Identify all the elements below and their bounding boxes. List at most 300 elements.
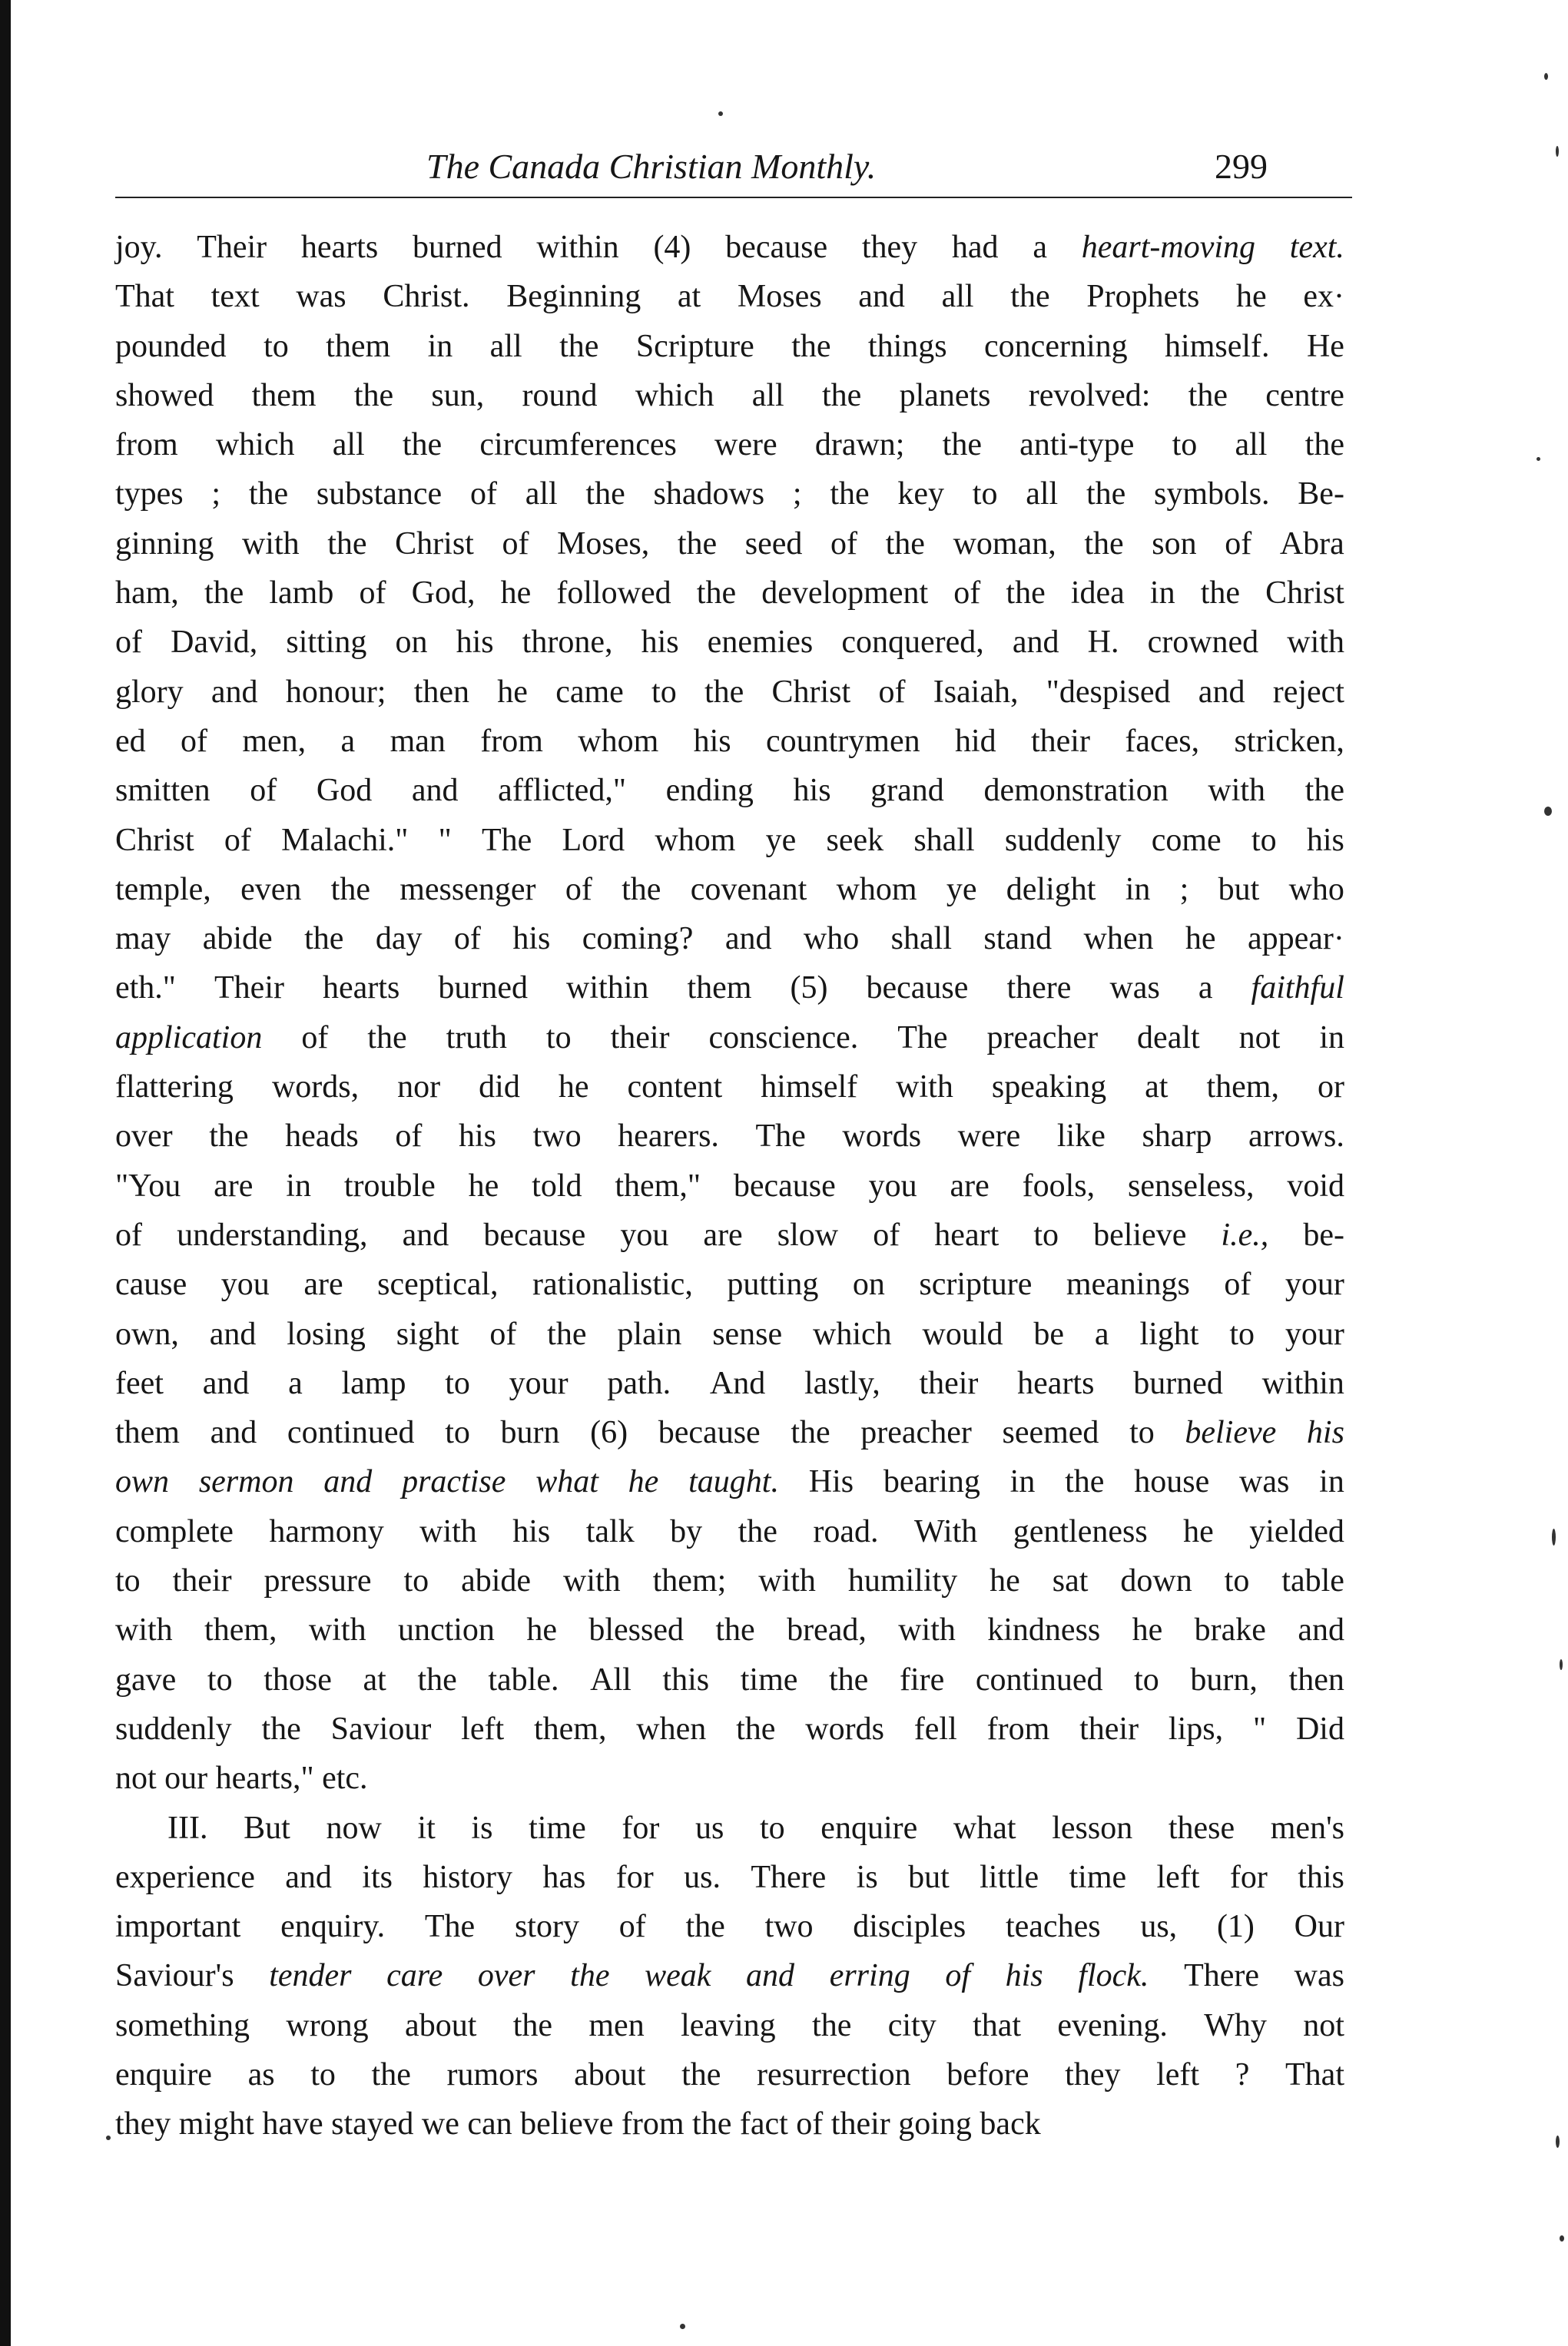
word: you — [868, 1168, 917, 1204]
word: his — [512, 1513, 551, 1549]
word: of — [502, 525, 529, 562]
word: seemed — [1002, 1415, 1099, 1451]
word: resurrection — [757, 2056, 911, 2093]
word: lips, — [1168, 1711, 1224, 1747]
word: his — [793, 773, 831, 809]
word: content — [627, 1069, 723, 1105]
word: eth." — [115, 970, 176, 1006]
word: men's — [1270, 1810, 1344, 1846]
word: the — [512, 2007, 553, 2043]
word: the — [738, 1513, 777, 1549]
word: countrymen — [765, 723, 920, 759]
word: the — [791, 1415, 830, 1451]
text-line — [115, 1853, 1344, 1902]
word: hearers. — [618, 1118, 719, 1155]
word: feet — [115, 1365, 164, 1401]
word: all — [941, 279, 974, 315]
word: cause — [115, 1267, 187, 1303]
word: " — [438, 822, 452, 858]
word: the — [942, 427, 982, 463]
word: in — [427, 328, 453, 364]
word: were — [957, 1118, 1021, 1155]
word: his — [512, 921, 551, 957]
word: the — [547, 1316, 587, 1352]
word: table — [1281, 1563, 1344, 1599]
word: then — [1288, 1662, 1344, 1698]
word: nor — [397, 1069, 441, 1105]
italic-word: what — [535, 1464, 598, 1500]
word: us. — [684, 1859, 721, 1895]
word: That — [115, 279, 174, 315]
word: told — [532, 1168, 582, 1204]
word: heads — [285, 1118, 359, 1155]
word: there — [1006, 970, 1072, 1006]
word: burned — [412, 230, 502, 265]
italic-word: tender — [269, 1958, 352, 1994]
word: like — [1056, 1118, 1106, 1155]
word: preacher — [986, 1019, 1099, 1055]
word: drawn; — [814, 427, 905, 463]
word: from — [115, 427, 178, 463]
word: all — [751, 377, 784, 413]
word: stand — [983, 921, 1053, 957]
text-line — [115, 469, 1344, 519]
word: sight — [396, 1316, 459, 1352]
word: with — [1287, 625, 1344, 661]
word: temple, — [115, 871, 211, 907]
word: and — [858, 279, 905, 315]
word: Christ — [115, 822, 194, 858]
body-text — [115, 223, 1344, 2149]
word: the — [885, 525, 925, 562]
word: smitten — [115, 773, 211, 809]
word: which — [215, 427, 295, 463]
word: all — [525, 476, 558, 512]
word: The — [481, 822, 532, 858]
scan-speck — [1556, 146, 1559, 157]
word: to — [115, 1563, 141, 1599]
word: who — [1288, 871, 1344, 907]
text-line — [115, 371, 1344, 420]
text-line — [115, 1062, 1344, 1112]
word: left — [1156, 1859, 1200, 1895]
text-line — [115, 519, 1344, 568]
word: senseless, — [1127, 1168, 1255, 1204]
word: reject — [1272, 674, 1344, 710]
word: seed — [744, 525, 803, 562]
word: which — [635, 377, 714, 413]
text-run: not our hearts," etc. — [115, 1761, 368, 1797]
word: key — [897, 476, 945, 512]
text-line — [115, 1310, 1344, 1359]
word: his — [1306, 822, 1344, 858]
word: he — [497, 674, 528, 710]
word: all — [1026, 476, 1059, 512]
word: at — [363, 1662, 386, 1698]
italic-word: and — [323, 1464, 373, 1500]
word: Saviour — [330, 1711, 432, 1747]
word: unction — [397, 1612, 495, 1648]
word: afflicted," — [498, 773, 626, 809]
scan-speck — [1544, 73, 1548, 80]
word: experience — [115, 1859, 255, 1895]
word: of — [115, 625, 142, 661]
word: gentleness — [1013, 1513, 1148, 1549]
word: ; — [1179, 871, 1189, 907]
text-line — [115, 1951, 1344, 2000]
text-line — [115, 223, 1344, 272]
word: evening. — [1057, 2007, 1168, 2043]
word: and — [724, 921, 772, 957]
word: the — [353, 377, 394, 413]
italic-word: care — [386, 1958, 443, 1994]
text-line — [115, 618, 1344, 667]
word: ham, — [115, 575, 179, 611]
text-line — [115, 1507, 1344, 1556]
word: is — [471, 1810, 493, 1846]
italic-word: erring — [829, 1958, 910, 1994]
word: are — [214, 1168, 254, 1204]
word: them — [687, 970, 752, 1006]
word: time — [1069, 1859, 1127, 1895]
word: of — [181, 723, 208, 759]
italic-word: taught. — [688, 1464, 779, 1500]
word: There — [751, 1859, 827, 1895]
word: kindness — [987, 1612, 1101, 1648]
word: shall — [890, 921, 952, 957]
word: are — [703, 1217, 743, 1253]
word: then — [413, 674, 470, 710]
word: (1) — [1216, 1909, 1255, 1945]
journal-title: The Canada Christian Monthly. — [426, 147, 877, 186]
word: throne, — [522, 625, 613, 661]
italic-word: sermon — [198, 1464, 294, 1500]
word: bread, — [787, 1612, 867, 1648]
word: the — [327, 525, 367, 562]
word: The — [897, 1019, 948, 1055]
word: rumors — [446, 2056, 539, 2093]
word: on — [395, 625, 428, 661]
word: over — [115, 1118, 173, 1155]
word: has — [542, 1859, 586, 1895]
word: a — [1198, 970, 1213, 1006]
text-line — [115, 272, 1344, 321]
word: these — [1168, 1810, 1235, 1846]
word: (5) — [790, 970, 828, 1006]
word: trouble — [343, 1168, 436, 1204]
word: about — [405, 2007, 477, 2043]
word: followed — [556, 575, 671, 611]
word: two — [532, 1118, 582, 1155]
word: III. — [167, 1810, 208, 1846]
text-line — [115, 322, 1344, 371]
word: ? — [1235, 2056, 1250, 2093]
word: sense — [712, 1316, 783, 1352]
word: wrong — [286, 2007, 369, 2043]
word: with — [562, 1563, 621, 1599]
word: his — [693, 723, 731, 759]
word: was — [1109, 970, 1160, 1006]
word: they — [1065, 2056, 1121, 2093]
word: left — [461, 1711, 505, 1747]
word: who — [803, 921, 860, 957]
word: ye — [765, 822, 797, 858]
word: with — [1208, 773, 1266, 809]
word: That — [1285, 2056, 1344, 2093]
text-line — [115, 1161, 1344, 1211]
word: the — [1010, 279, 1050, 315]
word: enemies — [707, 625, 814, 661]
word: the — [417, 1662, 457, 1698]
word: the — [204, 575, 244, 611]
word: Abra — [1279, 525, 1344, 562]
word: with — [898, 1612, 956, 1648]
word: words — [805, 1711, 884, 1747]
text-line — [115, 1605, 1344, 1655]
word: types — [115, 476, 184, 512]
word: would — [922, 1316, 1003, 1352]
word: this — [662, 1662, 710, 1698]
word: lastly, — [804, 1365, 880, 1401]
word: development — [761, 575, 929, 611]
text-line — [115, 1804, 1344, 1853]
word: because — [658, 1415, 761, 1451]
word: fell — [913, 1711, 957, 1747]
word: Prophets — [1086, 279, 1200, 315]
word: Our — [1294, 1909, 1344, 1945]
word: harmony — [269, 1513, 384, 1549]
word: honour; — [285, 674, 386, 710]
word: to — [972, 476, 998, 512]
word: ; — [211, 476, 221, 512]
word: left — [1156, 2056, 1200, 2093]
word: the — [261, 1711, 301, 1747]
word: to — [207, 1662, 233, 1698]
word: grand — [870, 773, 944, 809]
text-run: they might have stayed we can believe from the fact of their going back — [115, 2106, 1041, 2142]
word: Their — [214, 970, 284, 1006]
word: with — [308, 1612, 366, 1648]
text-line — [115, 865, 1344, 914]
word: and — [202, 1365, 250, 1401]
word: for — [615, 1859, 654, 1895]
word: something — [115, 2007, 250, 2043]
italic-word: heart-moving — [1081, 230, 1256, 265]
word: hid — [954, 723, 996, 759]
header-rule — [115, 197, 1352, 198]
word: but — [908, 1859, 950, 1895]
word: with — [115, 1612, 173, 1648]
word: of — [250, 773, 277, 809]
word: disciples — [853, 1909, 966, 1945]
word: his — [641, 625, 679, 661]
word: be — [1033, 1316, 1065, 1352]
word: in — [1149, 575, 1175, 611]
word: truth — [446, 1019, 507, 1055]
word: to — [1224, 1563, 1250, 1599]
word: abide — [202, 921, 273, 957]
word: blessed — [588, 1612, 684, 1648]
word: joy. — [115, 230, 163, 265]
word: the — [704, 674, 744, 710]
word: the — [791, 328, 831, 364]
word: Why — [1204, 2007, 1267, 2043]
word: them, — [1206, 1069, 1279, 1105]
word: to — [1033, 1217, 1059, 1253]
text-line — [115, 816, 1344, 865]
word: a — [288, 1365, 303, 1401]
word: Saviour's — [115, 1958, 234, 1994]
word: shall — [913, 822, 975, 858]
word: the — [304, 921, 344, 957]
word: to — [445, 1415, 470, 1451]
word: losing — [287, 1316, 366, 1352]
word: covenant — [690, 871, 807, 907]
word: light — [1139, 1316, 1199, 1352]
word: be- — [1303, 1217, 1344, 1253]
word: table. — [488, 1662, 559, 1698]
word: their — [1030, 723, 1090, 759]
word: your — [1285, 1267, 1344, 1303]
word: Malachi." — [281, 822, 409, 858]
text-line — [115, 1655, 1344, 1705]
word: the — [622, 871, 661, 907]
word: to — [310, 2056, 336, 2093]
scan-speck — [1560, 2235, 1564, 2242]
word: with — [241, 525, 300, 562]
word: in — [1319, 1464, 1344, 1500]
word: to — [545, 1019, 572, 1055]
text-line — [115, 766, 1344, 815]
word: them, — [533, 1711, 607, 1747]
word: the — [736, 1711, 776, 1747]
word: the — [830, 476, 870, 512]
page-number: 299 — [1215, 147, 1268, 186]
word: because — [483, 1217, 586, 1253]
word: Christ — [395, 525, 474, 562]
word: sceptical, — [377, 1267, 499, 1303]
word: path. — [607, 1365, 671, 1401]
word: putting — [727, 1267, 819, 1303]
scan-speck — [1537, 457, 1540, 461]
italic-word: his — [1005, 1958, 1043, 1994]
word: anti-type — [1019, 427, 1135, 463]
word: complete — [115, 1513, 234, 1549]
word: is — [856, 1859, 878, 1895]
word: those — [264, 1662, 332, 1698]
word: to — [1129, 1415, 1155, 1451]
word: and — [211, 674, 258, 710]
word: which — [813, 1316, 892, 1352]
word: the — [1006, 575, 1046, 611]
word: himself — [761, 1069, 858, 1105]
word: sharp — [1142, 1118, 1212, 1155]
word: centre — [1265, 377, 1344, 413]
word: its — [362, 1859, 393, 1895]
word: little — [980, 1859, 1039, 1895]
word: the — [1084, 525, 1124, 562]
word: road. — [813, 1513, 879, 1549]
word: burn, — [1190, 1662, 1258, 1698]
word: he — [1185, 921, 1216, 957]
scan-speck — [1560, 1659, 1563, 1670]
word: scripture — [919, 1267, 1033, 1303]
word: the — [677, 525, 718, 562]
italic-word: weak — [645, 1958, 711, 1994]
word: the — [1304, 773, 1344, 809]
word: ex· — [1303, 279, 1344, 315]
word: even — [240, 871, 302, 907]
word: all — [489, 328, 522, 364]
word: seek — [826, 822, 884, 858]
word: are — [303, 1267, 343, 1303]
word: conquered, — [841, 625, 984, 661]
text-line — [115, 2050, 1344, 2099]
word: Scripture — [635, 328, 754, 364]
word: pounded — [115, 328, 227, 364]
word: believe — [1093, 1217, 1187, 1253]
word: (6) — [590, 1415, 628, 1451]
word: but — [1218, 871, 1260, 907]
word: when — [1083, 921, 1154, 957]
word: day — [375, 921, 423, 957]
scan-speck — [1544, 807, 1552, 816]
word: he — [1235, 279, 1267, 315]
word: the — [559, 328, 599, 364]
word: are — [950, 1168, 990, 1204]
italic-word: he — [628, 1464, 659, 1500]
word: he — [1183, 1513, 1214, 1549]
word: they — [861, 230, 918, 265]
word: history — [423, 1859, 513, 1895]
word: Isaiah, — [933, 674, 1019, 710]
word: David, — [171, 625, 258, 661]
word: The — [424, 1909, 476, 1945]
word: hearts — [300, 230, 379, 265]
text-line — [115, 1112, 1344, 1161]
text-line — [115, 2099, 1344, 2149]
word: with — [419, 1513, 477, 1549]
word: slow — [777, 1217, 839, 1253]
word: flattering — [115, 1069, 234, 1105]
word: of — [301, 1019, 329, 1055]
word: the — [209, 1118, 249, 1155]
word: time — [529, 1810, 586, 1846]
word: and — [1198, 674, 1245, 710]
word: and — [1012, 625, 1059, 661]
word: He — [1306, 328, 1344, 364]
word: of — [453, 921, 481, 957]
word: to — [1229, 1316, 1255, 1352]
word: stricken, — [1234, 723, 1344, 759]
word: the — [681, 2056, 721, 2093]
word: the — [371, 2056, 411, 2093]
italic-word: of — [945, 1958, 970, 1994]
word: abide — [461, 1563, 532, 1599]
word: house — [1134, 1464, 1210, 1500]
word: men — [588, 2007, 645, 2043]
word: There — [1184, 1958, 1259, 1994]
word: " — [1252, 1711, 1267, 1747]
word: at — [1145, 1069, 1169, 1105]
word: of — [830, 525, 858, 562]
word: for — [622, 1810, 660, 1846]
word: a — [1094, 1316, 1109, 1352]
word: the — [1304, 427, 1344, 463]
word: of — [565, 871, 592, 907]
word: sun, — [431, 377, 485, 413]
word: whom — [655, 822, 736, 858]
